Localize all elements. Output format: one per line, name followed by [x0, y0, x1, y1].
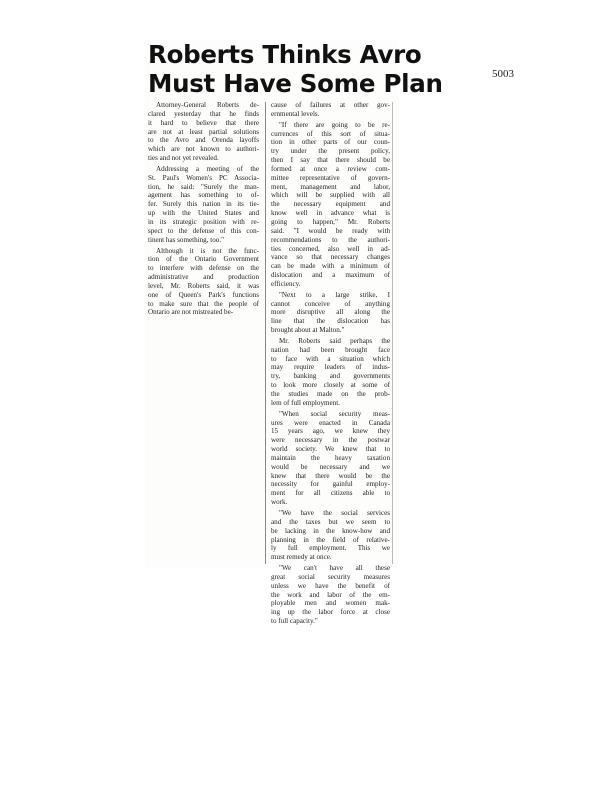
article-paragraph	[271, 410, 390, 507]
article-line: formed at once a review com-	[271, 164, 390, 173]
article-line: ment, management and labor,	[271, 182, 390, 191]
article-line: line that the dislocation has	[271, 317, 390, 326]
article-line: lem of full employment.	[271, 398, 340, 407]
article-line: tion of the Ontario Government	[148, 255, 259, 264]
article-line: currences of this sort of situa-	[271, 129, 390, 138]
article-line: are not at least partial solutions	[148, 127, 259, 136]
article-line: cannot conceive of anything	[271, 299, 390, 308]
article-line: try, banking and governments	[271, 372, 390, 381]
article-line: ing up the labor force at close	[271, 608, 390, 617]
article-paragraph	[148, 247, 259, 318]
article-line: clared yesterday that he finds	[148, 109, 259, 118]
article-line: said. "I would be ready with	[271, 226, 390, 235]
article-line: Ontario are not mistreated be-	[148, 308, 234, 317]
article-line: to the Avro and Orenda layoffs	[148, 136, 259, 145]
article-line: Addressing a meeting of the	[156, 164, 259, 173]
column-divider	[265, 102, 266, 564]
article-line: to make sure that the people of	[148, 299, 259, 308]
article-line: spect to the defense of this con-	[148, 226, 259, 235]
article-paragraph	[148, 101, 259, 163]
article-line: then I say that there should be	[271, 156, 390, 165]
article-line: ures were enacted in Canada	[271, 418, 390, 427]
article-line: the necessary equipment and	[271, 200, 390, 209]
article-paragraph	[271, 101, 390, 119]
article-line: knew that there would be the	[271, 471, 390, 480]
article-line: ties and not yet revealed.	[148, 154, 219, 163]
article-line: necessity for gainful employ-	[271, 480, 390, 489]
article-line: the studies made on the prob-	[271, 390, 390, 398]
article-line: tinent has something, too."	[148, 235, 224, 244]
article-line: up with the United States and	[148, 209, 259, 218]
article-line: tion, he said: "Surely the man-	[148, 182, 259, 191]
article-line: administrative and production	[148, 273, 259, 282]
article-paragraph	[271, 509, 390, 562]
article-line: St. Paul's Women's PC Associa-	[148, 173, 259, 182]
article-line: would be necessary and we	[271, 462, 390, 471]
article-column-right	[271, 101, 390, 628]
article-line: can be made with a minimum of	[271, 262, 390, 271]
article-paragraph	[271, 564, 390, 626]
article-line: to face with a situation which	[271, 354, 390, 363]
page-number: 5003	[492, 68, 514, 80]
article-line: one of Queen's Park's functions	[148, 290, 259, 299]
article-line: may require leaders of indus-	[271, 363, 390, 372]
headline-line-1: Roberts Thinks Avro	[148, 40, 422, 69]
article-line: must remedy at once.	[271, 553, 332, 562]
article-line: unless we have the benefit of	[271, 581, 390, 590]
article-line: "When social security meas-	[279, 409, 390, 418]
article-paragraph	[271, 121, 390, 289]
article-line: agement has something to of-	[148, 191, 259, 200]
article-line: ernmental levels.	[271, 109, 320, 118]
headline	[148, 40, 443, 98]
article-line: going to happen," Mr. Roberts	[271, 217, 390, 226]
article-line: world society. We knew that to	[271, 445, 390, 454]
article-line: level, Mr. Roberts said, it was	[148, 281, 259, 290]
article-line: ployable men and women mak-	[271, 599, 390, 608]
clipping-edge-rule	[392, 102, 393, 564]
article-paragraph	[271, 291, 390, 335]
article-paragraph	[271, 337, 390, 408]
article-line: Mr. Roberts said perhaps the	[279, 336, 390, 345]
article-line: in its strategic position with re-	[148, 217, 259, 226]
article-line: "We can't have all these	[279, 564, 390, 573]
article-line: try under the present policy,	[271, 147, 390, 156]
article-line: which are not known to authori-	[148, 145, 259, 154]
article-line: were necessary in the postwar	[271, 436, 390, 445]
article-line: which will be supplied with all	[271, 191, 390, 200]
article-line: work.	[271, 498, 288, 507]
article-line: tion in other parts of our coun-	[271, 138, 390, 147]
article-line: it hard to believe that there	[148, 118, 259, 127]
article-line: brought about at Malton."	[271, 326, 345, 335]
article-line: to look more closely at some of	[271, 381, 390, 390]
article-line: 15 years ago, we knew they	[271, 427, 390, 436]
article-line: "If there are going to be re-	[279, 120, 390, 129]
article-line: to full capacity."	[271, 617, 318, 626]
article-line: cause of failures at other gov-	[271, 101, 390, 109]
article-paragraph	[148, 165, 259, 245]
article-column-left	[148, 101, 259, 319]
article-line: efficiency.	[271, 279, 301, 288]
article-line: fer. Surely this nation in its tie-	[148, 200, 259, 209]
article-line: nation had been brought face	[271, 345, 390, 354]
article-line: maintain the heavy taxation	[271, 453, 390, 462]
article-line: mittee representative of govern-	[271, 173, 390, 182]
article-line: to interfere with defense on the	[148, 264, 259, 273]
article-line: more disruptive all along the	[271, 308, 390, 317]
headline-line-2: Must Have Some Plan	[148, 69, 443, 98]
article-line: be lacking in the know-how and	[271, 526, 390, 535]
article-line: know well in advance what is	[271, 209, 390, 218]
article-line: and the taxes but we seem to	[271, 517, 390, 526]
article-line: ties concerned, also well in ad-	[271, 244, 390, 253]
article-line: "Next to a large strike, I	[279, 290, 390, 299]
article-line: Attorney-General Roberts de-	[156, 101, 259, 109]
article-line: dislocation and a maximum of	[271, 271, 390, 280]
article-line: ment for all citizens able to	[271, 489, 390, 498]
article-line: planning in the field of relative-	[271, 535, 390, 544]
article-line: the work and labor of the em-	[271, 590, 390, 599]
article-line: vance so that necessary changes	[271, 253, 390, 262]
article-line: Although it is not the func-	[156, 246, 259, 255]
article-line: great social security measures	[271, 572, 390, 581]
article-line: ly full employment. This we	[271, 544, 390, 553]
article-line: recommendations to the authori-	[271, 235, 390, 244]
article-line: "We have the social services	[279, 508, 390, 517]
